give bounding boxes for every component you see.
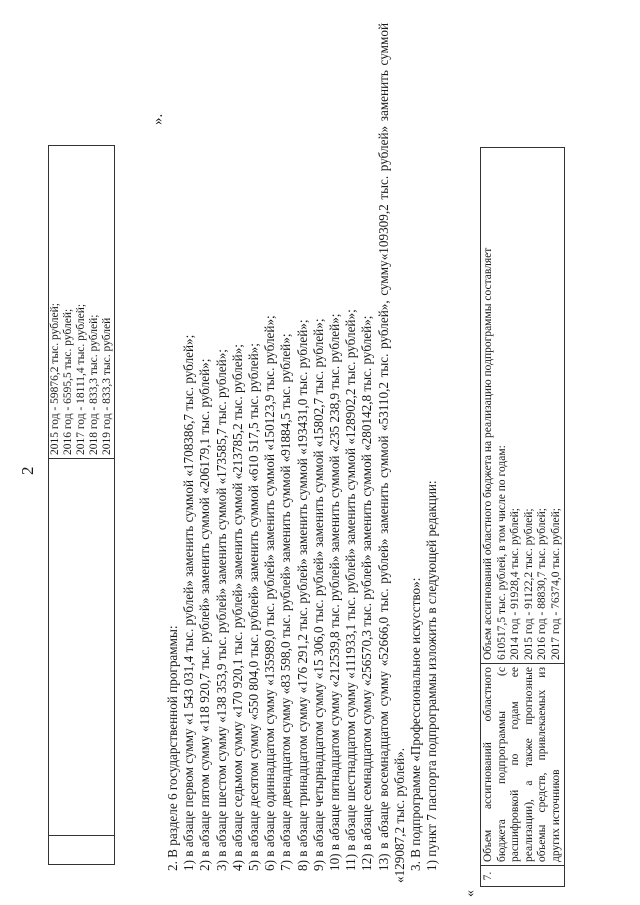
list-item: 8) в абзаце тринадцатом сумму «176 291,2 тыс. рублей» заменить суммой «193431,0 тыс. рублей»; [294, 319, 310, 871]
passport-table [480, 147, 565, 887]
closing-quote-mark: ». [150, 113, 166, 125]
table-line: 2018 год - 833,3 тыс. рублей; [88, 314, 100, 455]
list-item: 4) в абзаце седьмом сумму «170 920,1 тыс. рублей» заменить суммой «213785,2 тыс. рублей»; [229, 344, 245, 871]
table-line: Объем ассигнований областного бюджета на реализацию подпрограммы составляет [482, 247, 494, 660]
list-item: 9) в абзаце четырнадцатом сумму «15 306,0 тыс. рублей» заменить суммой «15802,7 тыс. рублей»; [310, 318, 326, 871]
table-line: 2016 год - 6595,5 тыс. рублей; [62, 308, 74, 455]
list-item: 7) в абзаце двенадцатом сумму «83 598,0 тыс. рублей» заменить суммой «91884,5 тыс. рублей»; [278, 333, 294, 871]
section-heading: 2. В разделе 6 государственной программы: [165, 625, 180, 871]
list-item: 3) в абзаце шестом сумму «138 353,9 тыс. рублей» заменить суммой «173585,7 тыс. рублей»; [213, 349, 229, 871]
list-item: 10) в абзаце пятнадцатом сумму «212539,8 тыс. рублей» заменить суммой «235 238,9 тыс. рублей»; [327, 313, 343, 871]
table-cell-values [49, 146, 115, 459]
list-item: 2) в абзаце пятом сумму «118 920,7 тыс. рублей» заменить суммой «206179,1 тыс. рублей»; [197, 358, 213, 871]
table-cell-number [49, 836, 115, 865]
page-number: 2 [18, 466, 37, 475]
table-line: 2015 год - 59876,2 тыс. рублей; [49, 303, 61, 455]
list-item: 6) в абзаце одиннадцатом сумму «135989,0 тыс. рублей» заменить суммой «150123,9 тыс. рублей»; [262, 315, 278, 871]
opening-quote-mark: « [463, 890, 478, 897]
list-item: 12) в абзаце семнадцатом сумму «256570,3 тыс. рублей» заменить суммой «280142,8 тыс. рублей»; [359, 315, 375, 871]
list-item: 13) в абзаце восемнадцатом сумму «52666,0 тыс. рублей» заменить суммой «53110,2 тыс. рублей», сумму«109309,2 тыс. рублей» заменить суммой «129087,2 тыс. рублей». [375, 23, 407, 883]
table-line: 610517,5 тыс. рублей, в том числе по годам: [495, 445, 508, 660]
table-cell-label [49, 459, 115, 836]
list-item: 1) в абзаце первом сумму «1 543 031,4 тыс. рублей» заменить суммой «1708386,7 тыс. рублей»; [181, 334, 197, 871]
table-line: 2014 год - 91928,4 тыс. рублей; [509, 508, 521, 660]
top-table-fragment [48, 145, 115, 865]
list-item: 11) в абзаце шестнадцатом сумму «111933,1 тыс. рублей» заменить суммой «128902,2 тыс. рублей»; [343, 309, 359, 871]
table-line: 2015 год - 91122,2 тыс. рублей; [522, 508, 535, 660]
table-line: 2017 год - 18111,4 тыс. рублей; [75, 303, 87, 455]
section-heading: 3. В подпрограмме «Профессиональное искусство»: [408, 577, 424, 871]
table-line: 2019 год - 833,3 тыс. рублей [101, 317, 113, 455]
table-line: 2017 год - 76374,0 тыс. рублей; [549, 508, 562, 660]
document-body [165, 23, 440, 883]
table-cell-values [481, 148, 565, 664]
table-line: 2016 год - 88830,7 тыс. рублей; [536, 508, 548, 660]
list-item: 5) в абзаце десятом сумму «550 804,0 тыс. рублей» заменить суммой «610 517,5 тыс. рублей»; [246, 343, 262, 871]
list-item: 1) пункт 7 паспорта подпрограммы изложить в следующей редакции: [424, 480, 440, 871]
table-cell-label: Объем ассигнований областного бюджета подпрограммы (с расшифровкой по годам ее реализации), а также прогнозные объемы средств, привлекаемых из других источников [481, 664, 565, 866]
table-cell-number: 7. [481, 866, 565, 887]
